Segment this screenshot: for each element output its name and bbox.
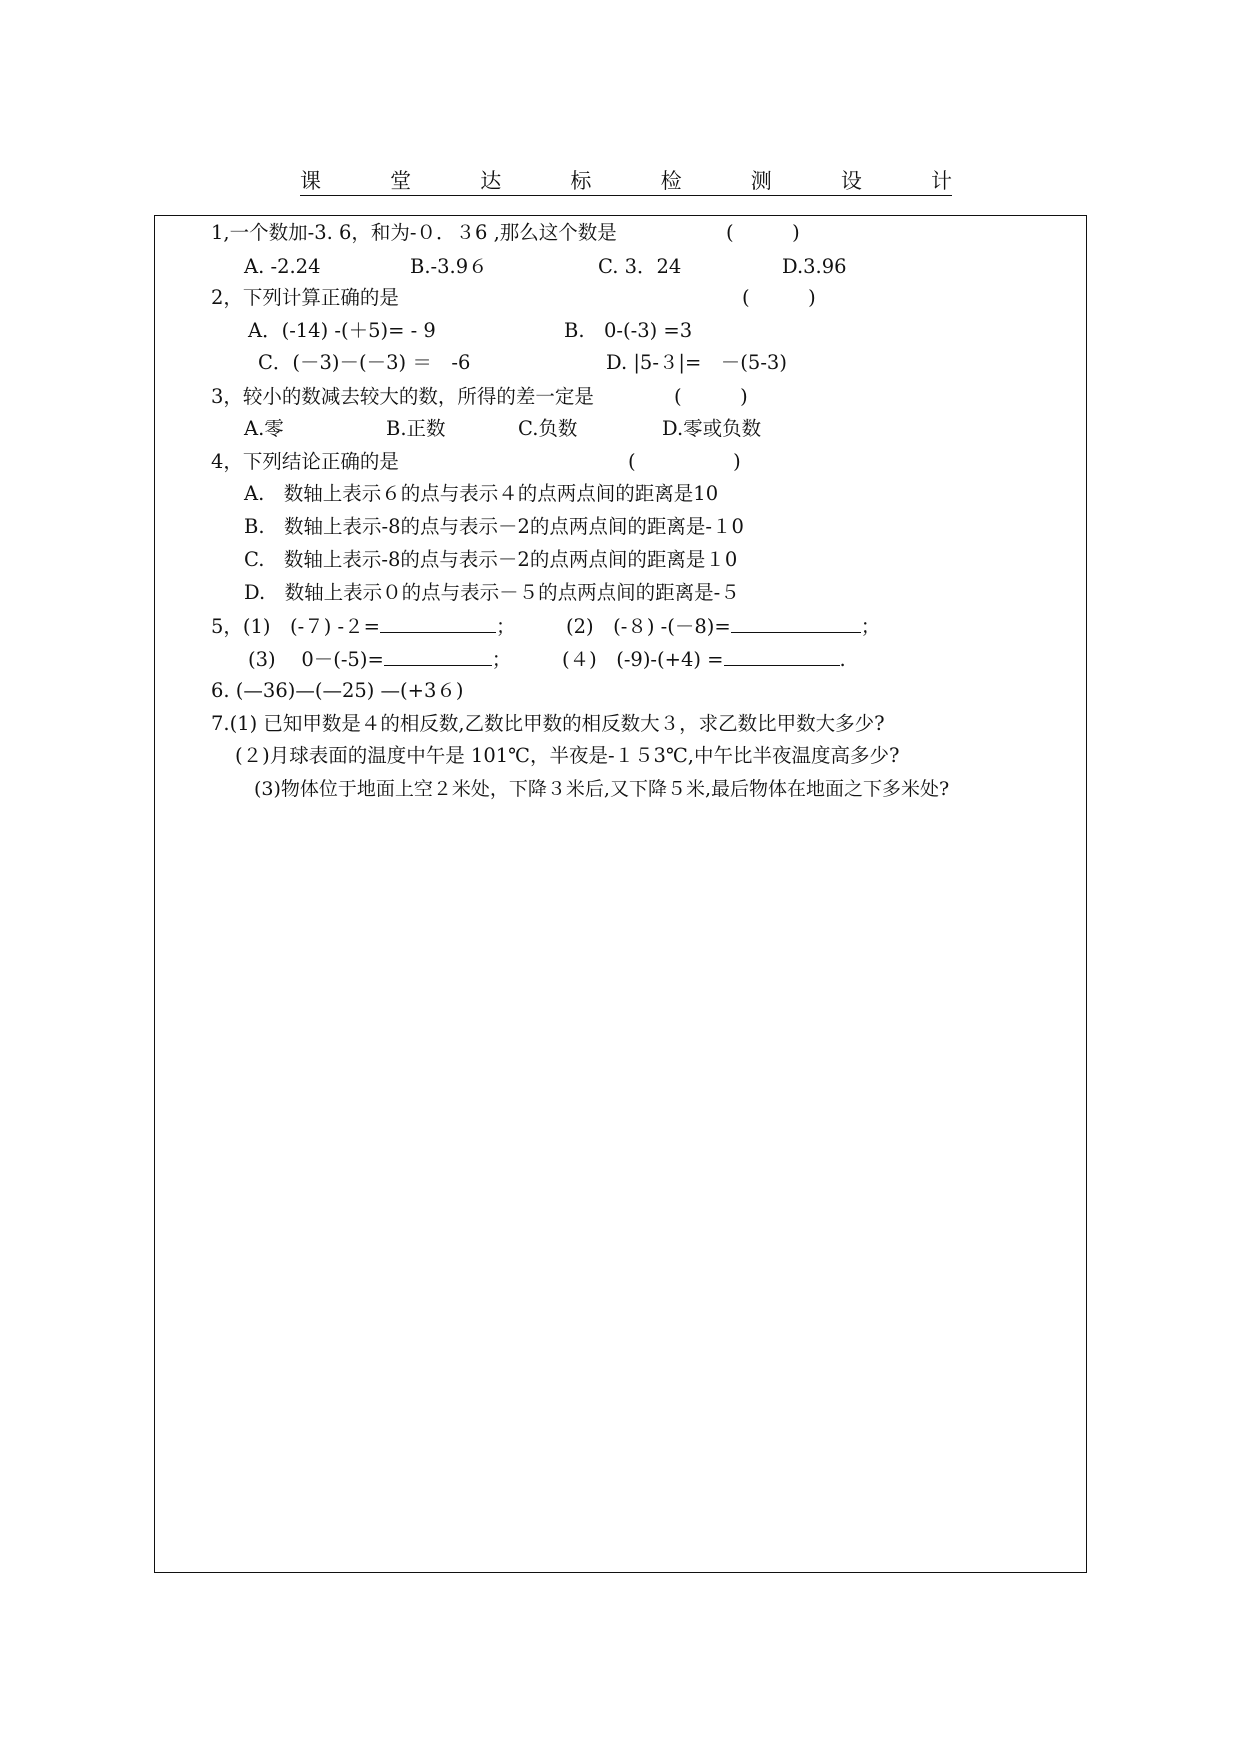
q5-row-1 bbox=[211, 614, 515, 640]
exercise-frame bbox=[154, 215, 1087, 1573]
q4-option-b: B. 数轴上表示-8的点与表示－2的点两点间的距离是-１0 bbox=[244, 515, 744, 538]
q5-row-1-right bbox=[566, 614, 880, 640]
q3-answer-paren: ( ) bbox=[674, 385, 748, 408]
answer-blank[interactable] bbox=[724, 647, 840, 666]
q1-answer-paren: ( ) bbox=[726, 221, 800, 244]
q5-sep-1: ； bbox=[495, 615, 516, 638]
title-char: 堂 bbox=[390, 169, 412, 193]
q2-option-c: C．(－3)－(－3) ＝ -6 bbox=[258, 351, 471, 374]
title-char: 标 bbox=[570, 169, 592, 193]
q4-stem: 4，下列结论正确的是 bbox=[211, 450, 399, 473]
title-char: 计 bbox=[930, 169, 952, 193]
q1-option-a: A. -2.24 bbox=[244, 255, 321, 278]
q5-row-2 bbox=[248, 647, 511, 673]
answer-blank[interactable] bbox=[731, 614, 861, 633]
answer-blank[interactable] bbox=[380, 614, 496, 633]
q3-option-c: C.负数 bbox=[518, 417, 578, 440]
q1-option-d: D.3.96 bbox=[782, 255, 847, 278]
title-char: 检 bbox=[660, 169, 682, 193]
q7-part-1: 7.(1) 已知甲数是４的相反数,乙数比甲数的相反数大３，求乙数比甲数大多少? bbox=[211, 712, 885, 735]
q4-option-a: A. 数轴上表示６的点与表示４的点两点间的距离是10 bbox=[244, 482, 719, 505]
title-char: 测 bbox=[750, 169, 772, 193]
q1-option-b: B.-3.9６ bbox=[410, 255, 488, 278]
q5-sep-3: ； bbox=[491, 648, 512, 671]
q2-option-a: A．(-14) -(＋5)= - 9 bbox=[248, 319, 436, 342]
q2-option-d: D. |5-３|= －(5-3) bbox=[606, 351, 787, 374]
q7-part-3: (3)物体位于地面上空２米处，下降３米后,又下降５米,最后物体在地面之下多米处? bbox=[254, 778, 950, 800]
q2-answer-paren: ( ) bbox=[742, 286, 816, 309]
q3-option-a: A.零 bbox=[244, 417, 284, 440]
answer-blank[interactable] bbox=[384, 647, 492, 666]
q5-sep-2: ； bbox=[860, 615, 881, 638]
title-char: 课 bbox=[300, 169, 321, 193]
q5-part-2: (2) (-８) -(－8)= bbox=[566, 615, 731, 638]
q2-stem: 2，下列计算正确的是 bbox=[211, 286, 399, 309]
q4-option-c: C. 数轴上表示-8的点与表示－2的点两点间的距离是１0 bbox=[244, 548, 738, 571]
q5-part-3: (3) 0－(-5)= bbox=[248, 648, 384, 671]
q4-option-d: D. 数轴上表示０的点与表示－５的点两点间的距离是-５ bbox=[244, 581, 740, 604]
title-char: 设 bbox=[840, 169, 862, 193]
q2-option-b: B. 0-(-3) =3 bbox=[564, 319, 693, 342]
q1-option-c: C. 3．24 bbox=[598, 255, 682, 278]
q5-part-4: (４) (-9)-(+4) = bbox=[562, 648, 724, 671]
q3-option-d: D.零或负数 bbox=[662, 417, 762, 440]
q4-answer-paren: ( ) bbox=[628, 450, 741, 473]
q3-option-b: B.正数 bbox=[386, 417, 446, 440]
title-char: 达 bbox=[480, 169, 502, 193]
q6-expression: 6. (—36)—(—25) —(+3６) bbox=[211, 679, 464, 702]
q5-row-2-right bbox=[562, 647, 846, 673]
q5-sep-4: . bbox=[839, 648, 846, 671]
page-title bbox=[300, 170, 952, 196]
q1-stem: 1,一个数加-3. 6，和为-０．３6 ,那么这个数是 bbox=[211, 221, 617, 244]
q3-stem: 3，较小的数减去较大的数，所得的差一定是 bbox=[211, 385, 594, 408]
q5-part-1: 5，(1) (-７) -２= bbox=[211, 615, 380, 638]
q7-part-2: (２)月球表面的温度中午是 101℃，半夜是-１５3℃,中午比半夜温度高多少? bbox=[235, 744, 900, 767]
